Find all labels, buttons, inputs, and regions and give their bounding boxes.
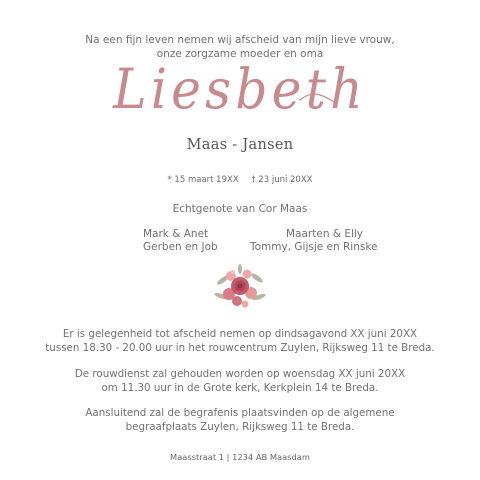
birth-date: * 15 maart 19XX: [167, 175, 239, 185]
family-right-line-1: Maarten & Elly: [286, 228, 364, 240]
family-right-line-2: Tommy, Gijsje en Rinske: [250, 241, 378, 253]
service-paragraph: [0, 367, 480, 395]
intro-text: [0, 33, 480, 61]
intro-line-1: Na een fijn leven nemen wij afscheid van mijn lieve vrouw,: [85, 34, 395, 46]
family-left-column: [143, 228, 218, 254]
life-dates: [0, 175, 480, 185]
surname: Maas - Jansen: [186, 137, 294, 153]
burial-line-1: Aansluitend zal de begrafenis plaatsvinden op de algemene: [85, 407, 395, 419]
service-line-1: De rouwdienst zal gehouden worden op woensdag XX juni 20XX: [74, 368, 406, 380]
service-line-2: om 11.30 uur in de Grote kerk, Kerkplein 14 te Breda.: [101, 382, 379, 394]
viewing-paragraph: [0, 327, 480, 355]
burial-paragraph: [0, 406, 480, 434]
correspondence-address: Maasstraat 1 | 1234 AB Maasdam: [170, 452, 310, 462]
burial-line-2: begraafplaats Zuylen, Rijksweg 11 te Breda.: [125, 421, 355, 433]
family-right-column: [250, 228, 378, 254]
spouse-line: Echtgenote van Cor Maas: [172, 203, 308, 215]
first-name-text: Liesbeth: [113, 60, 367, 122]
first-name-script: [0, 60, 480, 126]
death-date: † 23 juni 20XX: [251, 175, 313, 185]
viewing-line-2: tussen 18.30 - 20.00 uur in het rouwcentrum Zuylen, Rijksweg 11 te Breda.: [45, 342, 435, 354]
flower-bouquet-icon: [213, 264, 267, 312]
intro-line-2: onze zorgzame moeder en oma: [156, 48, 324, 60]
family-left-line-1: Mark & Anet: [143, 228, 209, 240]
family-left-line-2: Gerben en Job: [143, 241, 218, 253]
viewing-line-1: Er is gelegenheid tot afscheid nemen op dindsagavond XX juni 20XX: [62, 328, 418, 340]
